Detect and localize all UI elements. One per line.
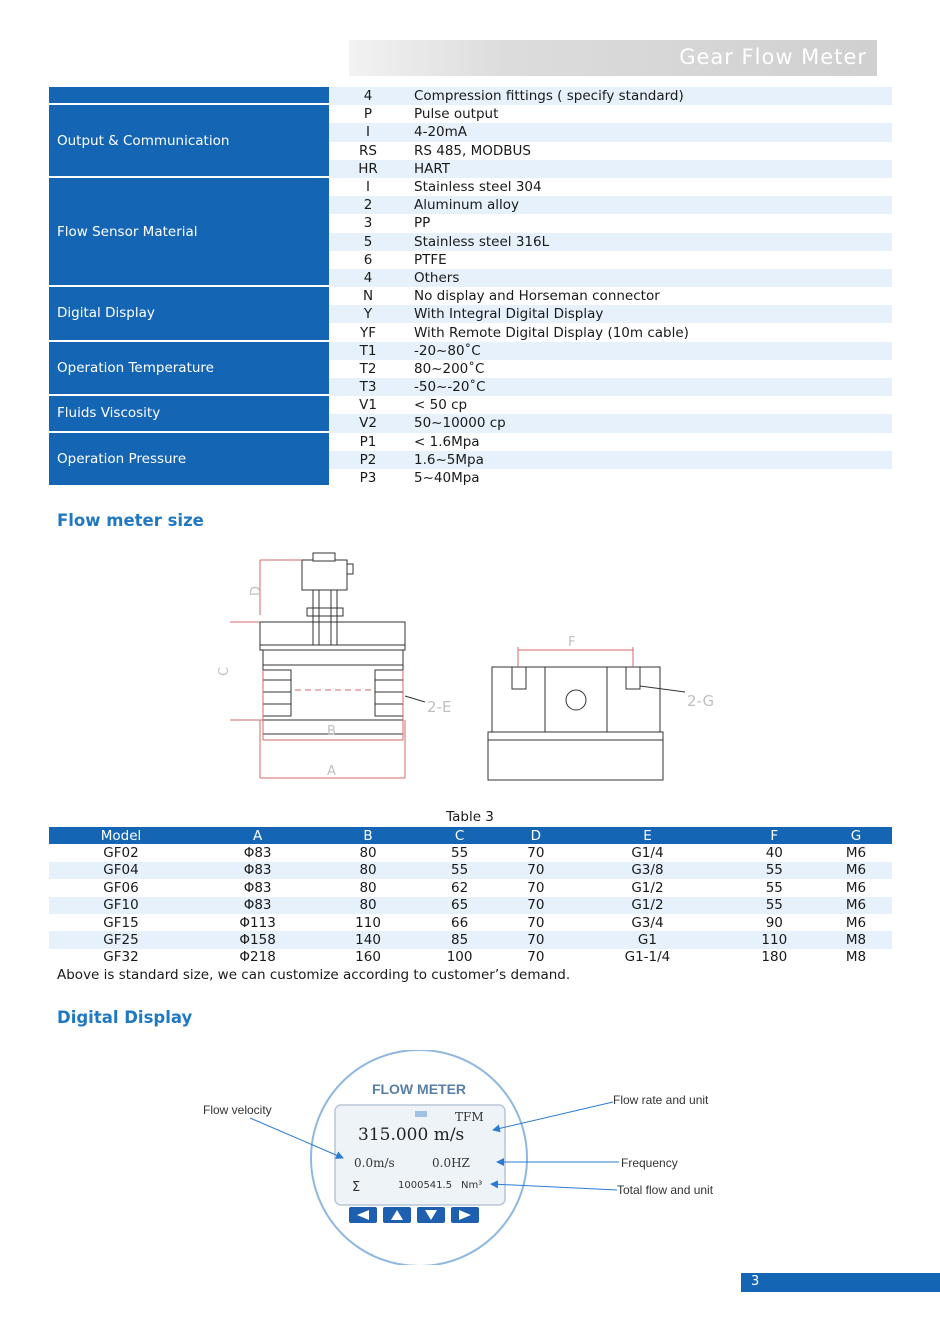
table-cell: 110 (355, 914, 381, 931)
table-caption: Table 3 (446, 809, 494, 825)
table-cell: 180 (761, 949, 788, 966)
dimension-label-g: 2-G (687, 692, 715, 710)
option-description: 5~40Mpa (414, 470, 480, 487)
option-row (329, 342, 892, 360)
option-row (329, 123, 892, 141)
table-cell: M6 (845, 845, 867, 862)
option-row (329, 269, 892, 287)
table-cell: 55 (414, 862, 506, 879)
table-cell: 90 (765, 914, 783, 931)
lcd-total: 1000541.5 (398, 1180, 453, 1191)
table-cell: 160 (355, 949, 381, 966)
table-cell: 70 (527, 914, 545, 931)
callout-flow-velocity: Flow velocity (203, 1103, 272, 1117)
option-group (49, 87, 892, 105)
table-cell: 55 (729, 897, 821, 914)
option-row (329, 360, 892, 378)
lcd-brand: TFM (455, 1110, 484, 1124)
option-row (329, 87, 892, 105)
table-cell: GF25 (49, 931, 193, 948)
lcd-total-unit: Nm³ (461, 1180, 483, 1191)
digital-display-diagram (195, 1050, 755, 1265)
table-cell: Φ83 (193, 862, 322, 879)
option-row (329, 105, 892, 123)
table-cell: 80 (322, 862, 414, 879)
table-cell: 85 (414, 931, 506, 948)
option-group (49, 287, 892, 342)
option-code: I (366, 124, 370, 141)
option-description: With Integral Digital Display (414, 306, 604, 323)
table-cell: M8 (820, 931, 892, 948)
table-cell: 70 (527, 879, 545, 896)
table-cell: 70 (527, 845, 545, 862)
option-code: P1 (359, 433, 377, 450)
option-description: 80~200˚C (414, 360, 485, 377)
option-code: V2 (359, 415, 377, 432)
option-code: 4 (363, 269, 373, 286)
option-code: Y (363, 306, 373, 323)
option-row (329, 287, 892, 305)
option-group-label: Operation Temperature (49, 342, 329, 397)
option-code: T1 (359, 342, 377, 359)
page-number-band (741, 1273, 940, 1292)
option-row (329, 323, 892, 341)
table-cell: GF02 (103, 845, 139, 862)
option-description: With Remote Digital Display (10m cable) (414, 324, 689, 341)
page-number: 3 (751, 1274, 760, 1289)
option-group-label: Operation Pressure (49, 433, 329, 488)
column-header: F (729, 827, 821, 844)
callout-flow-rate: Flow rate and unit (613, 1093, 709, 1107)
option-group-label: Flow Sensor Material (49, 178, 329, 287)
table-cell: 70 (505, 897, 566, 914)
header-band (349, 40, 877, 76)
dimension-label-f: F (568, 635, 576, 650)
option-code: HR (358, 160, 378, 177)
option-code: 3 (363, 215, 373, 232)
option-description: 50~10000 cp (414, 415, 506, 432)
option-code: 4 (363, 88, 373, 105)
device-title: FLOW METER (371, 1081, 467, 1097)
table-cell: GF04 (49, 862, 193, 879)
option-code: P (363, 106, 373, 123)
option-group (49, 105, 892, 178)
options-table (49, 87, 892, 487)
table-cell: 140 (322, 931, 414, 948)
table-row (49, 862, 892, 879)
option-code: RS (359, 142, 377, 159)
column-header: E (566, 827, 728, 844)
table-cell: GF10 (49, 897, 193, 914)
option-description: Stainless steel 316L (414, 233, 550, 250)
option-code: 5 (363, 233, 373, 250)
option-row (329, 414, 892, 432)
option-row (329, 214, 892, 232)
flow-meter-dimension-drawing (215, 550, 755, 795)
table-cell: 70 (505, 862, 566, 879)
table-cell: Φ218 (239, 949, 276, 966)
option-description: Aluminum alloy (414, 197, 520, 214)
table-cell: 55 (729, 862, 821, 879)
option-group (49, 342, 892, 397)
option-description: -50~-20˚C (414, 379, 486, 396)
table-cell: 55 (765, 879, 783, 896)
option-group (49, 433, 892, 488)
table-cell: 110 (729, 931, 821, 948)
table-cell: M6 (845, 914, 867, 931)
callout-frequency: Frequency (621, 1156, 678, 1170)
option-description: 1.6~5Mpa (414, 451, 484, 468)
option-row (329, 396, 892, 414)
table-cell: M6 (820, 862, 892, 879)
column-header: G (820, 827, 892, 844)
option-description: < 50 cp (414, 397, 468, 414)
table-cell: GF06 (103, 879, 139, 896)
dimension-label-b: B (327, 724, 336, 739)
table-cell: G1 (566, 931, 728, 948)
size-table (49, 827, 892, 966)
option-row (329, 378, 892, 396)
column-header: B (322, 827, 414, 844)
dimension-label-e: 2-E (427, 698, 452, 716)
option-description: HART (414, 160, 451, 177)
lcd-indicator (415, 1111, 427, 1117)
document-title: Gear Flow Meter (679, 45, 867, 69)
option-row (329, 178, 892, 196)
option-row (329, 451, 892, 469)
dimension-label-a: A (327, 764, 336, 779)
option-description: Stainless steel 304 (414, 179, 542, 196)
option-code: P2 (359, 451, 377, 468)
table-cell: G1/2 (566, 897, 728, 914)
table-cell: M6 (820, 897, 892, 914)
option-description: PTFE (414, 251, 447, 268)
table-cell: 62 (450, 879, 469, 896)
callout-total-flow: Total flow and unit (617, 1183, 714, 1197)
option-row (329, 469, 892, 487)
option-code: 6 (363, 251, 373, 268)
table-cell: 80 (322, 897, 414, 914)
option-row (329, 251, 892, 269)
table-cell: Φ113 (239, 914, 276, 931)
option-row (329, 196, 892, 214)
option-row (329, 142, 892, 160)
option-description: -20~80˚C (414, 342, 481, 359)
table-cell: Φ83 (243, 879, 272, 896)
option-group (49, 396, 892, 432)
option-row (329, 233, 892, 251)
table-cell: G3/4 (631, 914, 664, 931)
lcd-velocity: 0.0m/s (354, 1156, 395, 1170)
option-code: 2 (363, 197, 373, 214)
column-header: A (193, 827, 322, 844)
option-description: < 1.6Mpa (414, 433, 480, 450)
column-header: C (414, 827, 506, 844)
lcd-sigma: Σ (352, 1180, 361, 1195)
option-row (329, 433, 892, 451)
option-description: PP (414, 215, 431, 232)
table-row (49, 844, 892, 861)
option-group-label (49, 87, 329, 105)
size-note: Above is standard size, we can customize according to customer’s demand. (57, 967, 571, 983)
table-row (49, 879, 892, 896)
table-cell: 55 (450, 845, 469, 862)
option-code: T2 (359, 360, 377, 377)
option-code: P3 (359, 470, 377, 487)
table-cell: 80 (359, 879, 377, 896)
option-description: Others (414, 269, 460, 286)
table-cell: Φ83 (193, 897, 322, 914)
option-description: No display and Horseman connector (414, 288, 660, 305)
option-description: Compression fittings ( specify standard) (414, 88, 684, 105)
size-table-header (49, 827, 892, 844)
table-cell: M8 (845, 949, 867, 966)
table-row (49, 949, 892, 966)
section-title-flow-meter-size: Flow meter size (57, 511, 204, 530)
table-cell: 70 (527, 949, 545, 966)
table-cell: G1/4 (631, 845, 664, 862)
table-row (49, 931, 892, 948)
table-row (49, 914, 892, 931)
column-header: D (505, 827, 566, 844)
table-cell: G1/2 (631, 879, 664, 896)
table-row (49, 897, 892, 914)
option-description: RS 485, MODBUS (414, 142, 531, 159)
lcd-frequency: 0.0HZ (432, 1156, 470, 1170)
option-row (329, 160, 892, 178)
option-code: I (366, 179, 370, 196)
option-code: V1 (359, 397, 377, 414)
table-cell: GF32 (103, 949, 139, 966)
option-code: N (362, 288, 374, 305)
option-group-label: Fluids Viscosity (49, 396, 329, 432)
dimension-label-c: C (217, 666, 232, 676)
option-group (49, 178, 892, 287)
table-cell: 80 (359, 845, 377, 862)
dimension-label-d: D (249, 585, 264, 596)
table-cell: 40 (765, 845, 783, 862)
table-cell: M6 (845, 879, 867, 896)
table-cell: G3/8 (566, 862, 728, 879)
option-code: T3 (359, 379, 377, 396)
option-row (329, 305, 892, 323)
table-cell: Φ158 (193, 931, 322, 948)
table-cell: 70 (505, 931, 566, 948)
option-description: Pulse output (414, 106, 499, 123)
option-group-label: Digital Display (49, 287, 329, 342)
section-title-digital-display: Digital Display (57, 1008, 193, 1027)
table-cell: 100 (446, 949, 473, 966)
column-header: Model (49, 827, 193, 844)
option-code: YF (359, 324, 376, 341)
table-cell: GF15 (103, 914, 139, 931)
option-group-label: Output & Communication (49, 105, 329, 178)
lcd-main-value: 315.000 m/s (358, 1125, 465, 1145)
table-cell: Φ83 (243, 845, 272, 862)
table-cell: 65 (414, 897, 506, 914)
table-cell: G1-1/4 (624, 949, 671, 966)
table-cell: 66 (450, 914, 469, 931)
option-description: 4-20mA (414, 124, 468, 141)
